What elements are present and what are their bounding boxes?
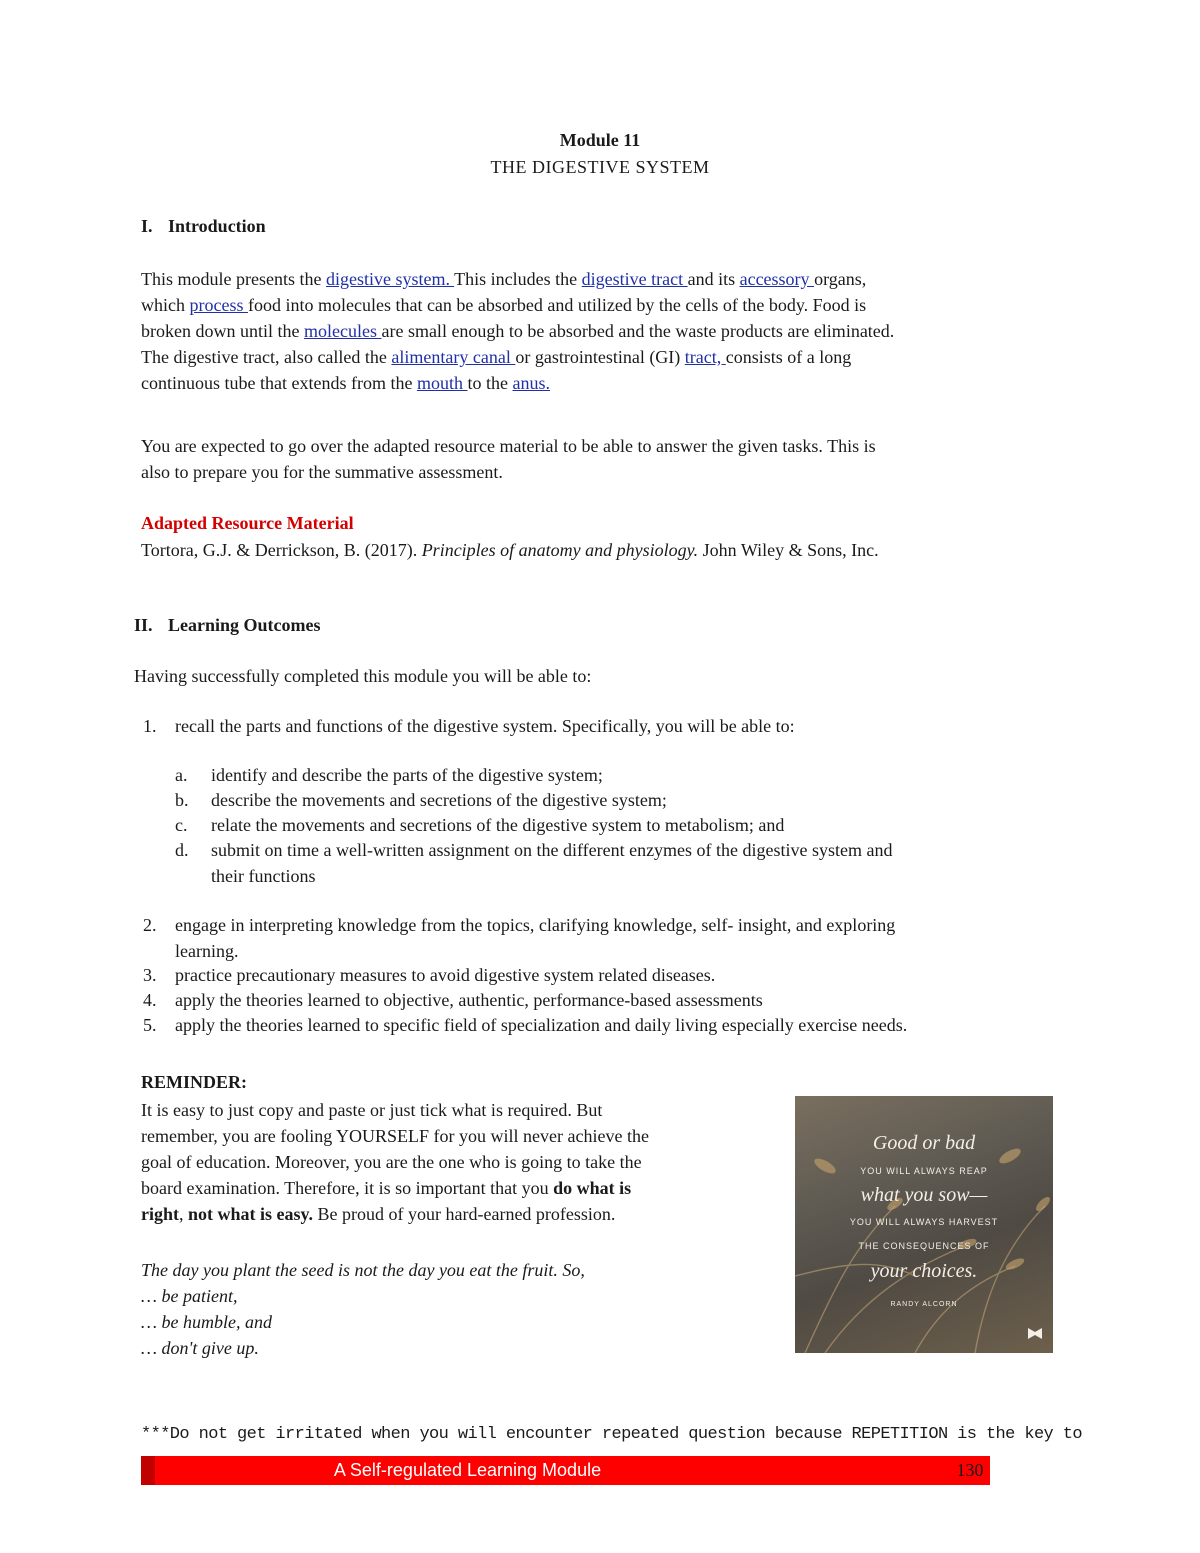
page-number: 130 — [956, 1460, 984, 1480]
text-line: their functions — [211, 866, 316, 886]
text-line — [141, 1175, 781, 1201]
text-run: which — [141, 295, 190, 315]
emphasis: not what is easy. — [188, 1204, 314, 1224]
list-number: 1. — [143, 716, 157, 736]
text-line: also to prepare you for the summative assessment. — [141, 462, 503, 482]
text-run: or gastrointestinal (GI) — [515, 347, 685, 367]
link-process[interactable]: process — [189, 295, 248, 315]
text-run: This includes the — [454, 269, 582, 289]
quote-line: YOU WILL ALWAYS REAP — [860, 1166, 988, 1176]
list-number: 4. — [143, 990, 157, 1010]
text-line: goal of education. Moreover, you are the one who is going to take the — [141, 1152, 642, 1172]
text-run: This module presents the — [141, 269, 326, 289]
text-run: and its — [687, 269, 740, 289]
text-run: The digestive tract, also called the — [141, 347, 392, 367]
list-item: recall the parts and functions of the digestive system. Specifically, you will be able to: — [175, 716, 795, 736]
footer-label: A Self-regulated Learning Module — [333, 1460, 602, 1480]
quote-line: what you sow— — [860, 1184, 988, 1206]
section-heading-outcomes: Learning Outcomes — [168, 615, 321, 635]
text-run: organs, — [814, 269, 867, 289]
list-item: practice precautionary measures to avoid digestive system related diseases. — [175, 965, 716, 985]
citation-title: Principles of anatomy and physiology. — [421, 540, 699, 560]
text-line: remember, you are fooling YOURSELF for you will never achieve the — [141, 1126, 649, 1146]
intro-line-3 — [141, 318, 1061, 344]
section-heading-intro: Introduction — [168, 216, 266, 236]
intro-line-1 — [141, 266, 1061, 292]
link-tract[interactable]: tract, — [684, 347, 726, 367]
text-run: John Wiley & Sons, Inc. — [698, 540, 879, 560]
resource-heading: Adapted Resource Material — [141, 513, 354, 533]
quote-image — [795, 1096, 1053, 1353]
sublist-letter: c. — [175, 815, 188, 835]
section-number-intro: I. — [141, 216, 153, 236]
link-accessory[interactable]: accessory — [739, 269, 815, 289]
sublist-item: relate the movements and secretions of the digestive system to metabolism; and — [211, 815, 785, 835]
link-anus[interactable]: anus. — [512, 373, 550, 393]
text-line: … be humble, and — [141, 1312, 272, 1332]
citation — [141, 537, 1061, 563]
page-title: THE DIGESTIVE SYSTEM — [490, 157, 710, 177]
text-run: are small enough to be absorbed and the waste products are eliminated. — [381, 321, 895, 341]
list-number: 2. — [143, 915, 157, 935]
text-run: to the — [467, 373, 513, 393]
quote-line: Good or bad — [872, 1132, 976, 1154]
sublist-letter: b. — [175, 790, 189, 810]
text-line: It is easy to just copy and paste or just tick what is required. But — [141, 1100, 603, 1120]
text-line — [141, 1201, 781, 1227]
text-line: engage in interpreting knowledge from the topics, clarifying knowledge, self- insight, and exploring — [175, 915, 896, 935]
sublist-item: identify and describe the parts of the digestive system; — [211, 765, 603, 785]
quote-line: your choices. — [870, 1260, 978, 1282]
text-run: , — [179, 1204, 188, 1224]
module-number: Module 11 — [559, 130, 641, 150]
sublist-letter: d. — [175, 840, 189, 860]
reminder-heading: REMINDER: — [141, 1072, 247, 1092]
section-number-outcomes: II. — [134, 615, 153, 635]
publisher-logo-icon — [1027, 1326, 1043, 1340]
text-line: submit on time a well-written assignment on the different enzymes of the digestive system and — [211, 840, 893, 860]
intro-paragraph — [141, 266, 1061, 396]
intro-line-2 — [141, 292, 1061, 318]
quote-line: THE CONSEQUENCES OF — [858, 1241, 990, 1251]
sublist-item: describe the movements and secretions of the digestive system; — [211, 790, 667, 810]
text-run: food into molecules that can be absorbed and utilized by the cells of the body. Food is — [247, 295, 867, 315]
quote-line: YOU WILL ALWAYS HARVEST — [849, 1217, 999, 1227]
quote-author: RANDY ALCORN — [890, 1301, 958, 1308]
text-line: … don't give up. — [141, 1338, 259, 1358]
reminder-paragraph — [141, 1097, 781, 1227]
text-run: continuous tube that extends from the — [141, 373, 417, 393]
emphasis: right — [141, 1204, 179, 1224]
reminder-quote — [141, 1257, 781, 1361]
text-run: consists of a long — [725, 347, 852, 367]
outcomes-lead: Having successfully completed this module you will be able to: — [134, 666, 592, 686]
text-run: board examination. Therefore, it is so important that you — [141, 1178, 554, 1198]
expectation-paragraph — [141, 433, 1061, 485]
emphasis: do what is — [553, 1178, 632, 1198]
text-line: The day you plant the seed is not the day you eat the fruit. So, — [141, 1260, 585, 1280]
sublist-letter: a. — [175, 765, 188, 785]
list-item — [175, 912, 1065, 964]
list-item: apply the theories learned to objective, authentic, performance-based assessments — [175, 990, 763, 1010]
repetition-note: ***Do not get irritated when you will encounter repeated question because REPETITION is the key to — [141, 1425, 1082, 1444]
text-line: … be patient, — [141, 1286, 238, 1306]
list-number: 3. — [143, 965, 157, 985]
text-run: Tortora, G.J. & Derrickson, B. (2017). — [141, 540, 422, 560]
link-molecules[interactable]: molecules — [303, 321, 382, 341]
link-digestive-tract[interactable]: digestive tract — [581, 269, 688, 289]
intro-line-4 — [141, 344, 1061, 370]
sublist-item — [211, 837, 1061, 889]
link-mouth[interactable]: mouth — [416, 373, 468, 393]
link-digestive-system[interactable]: digestive system. — [325, 269, 455, 289]
link-alimentary-canal[interactable]: alimentary canal — [391, 347, 516, 367]
list-item: apply the theories learned to specific field of specialization and daily living especially exercise needs. — [175, 1015, 908, 1035]
list-number: 5. — [143, 1015, 157, 1035]
text-run: broken down until the — [141, 321, 304, 341]
text-run: Be proud of your hard-earned profession. — [313, 1204, 616, 1224]
text-line: You are expected to go over the adapted resource material to be able to answer the given tasks. This is — [141, 436, 876, 456]
intro-line-5 — [141, 370, 1061, 396]
text-line: learning. — [175, 941, 239, 961]
